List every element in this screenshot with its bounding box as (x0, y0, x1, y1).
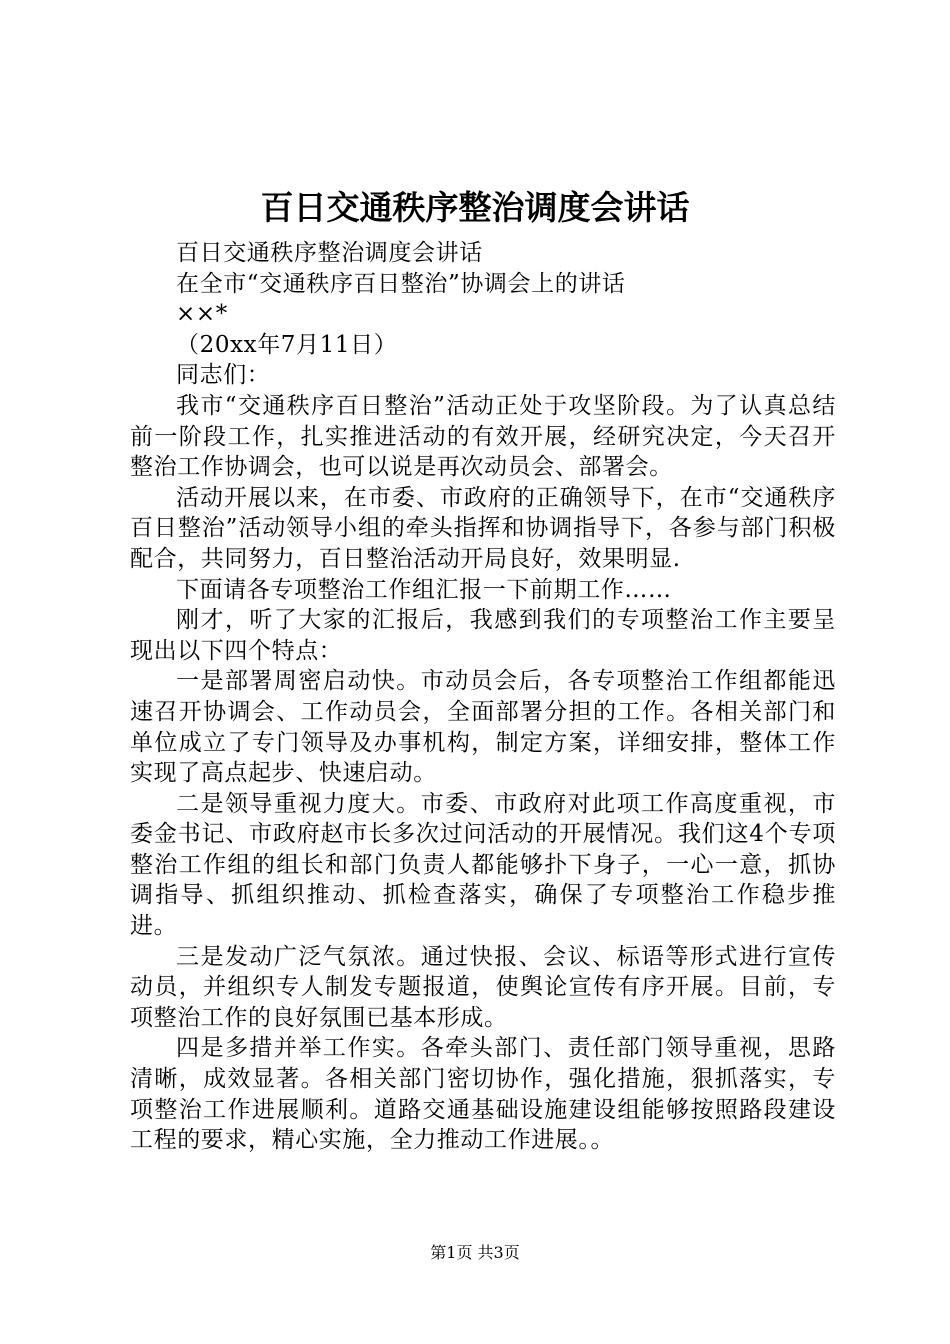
paragraph-body: 三是发动广泛气氛浓。通过快报、会议、标语等形式进行宣传动员，并组织专人制发专题报道，使舆论宣传有序开展。目前，专项整治工作的良好氛围已基本形成。 (130, 943, 836, 1031)
paragraph-body: 四是多措并举工作实。各牵头部门、责任部门领导重视，思路清晰，成效显著。各相关部门密切协作，强化措施，狠抓落实，专项整治工作进展顺利。道路交通基础设施建设组能够按照路段建设工程的要求，精心实施，全力推动工作进展。。 (130, 1035, 836, 1154)
paragraph-date: （20xx年7月11日） (176, 331, 398, 358)
document-body (130, 238, 836, 1156)
paragraph-body: 活动开展以来，在市委、市政府的正确领导下，在市“交通秩序百日整治”活动领导小组的牵头指挥和协调指导下，各参与部门积极配合，共同努力，百日整治活动开局良好，效果明显. (130, 484, 836, 572)
paragraph-speaker: ××* (176, 301, 228, 328)
paragraph-body: 一是部署周密启动快。市动员会后，各专项整治工作组都能迅速召开协调会、工作动员会，全面部署分担的工作。各相关部门和单位成立了专门领导及办事机构，制定方案，详细安排，整体工作实现了高点起步、快速启动。 (130, 668, 836, 787)
paragraph-body: 刚才，听了大家的汇报后，我感到我们的专项整治工作主要呈现出以下四个特点： (130, 607, 836, 664)
paragraph-body: 下面请各专项整治工作组汇报一下前期工作…… (176, 576, 672, 603)
paragraph-body: 我市“交通秩序百日整治”活动正处于攻坚阶段。为了认真总结前一阶段工作，扎实推进活动的有效开展，经研究决定，今天召开整治工作协调会，也可以说是再次动员会、部署会。 (130, 392, 836, 481)
paragraph-body: 二是领导重视力度大。市委、市政府对此项工作高度重视，市委金书记、市政府赵市长多次过问活动的开展情况。我们这4个专项整治工作组的组长和部门负责人都能够扑下身子，一心一意，抓协调指导、抓组织推动、抓检查落实，确保了专项整治工作稳步推进。 (130, 790, 836, 940)
page-number-footer: 第1页 共3页 (430, 1243, 520, 1262)
paragraph-occasion: 在全市“交通秩序百日整治”协调会上的讲话 (176, 270, 626, 297)
paragraph-salutation: 同志们： (176, 362, 271, 389)
document-title: 百日交通秩序整治调度会讲话 (260, 188, 690, 227)
paragraph-subtitle: 百日交通秩序整治调度会讲话 (176, 240, 483, 266)
